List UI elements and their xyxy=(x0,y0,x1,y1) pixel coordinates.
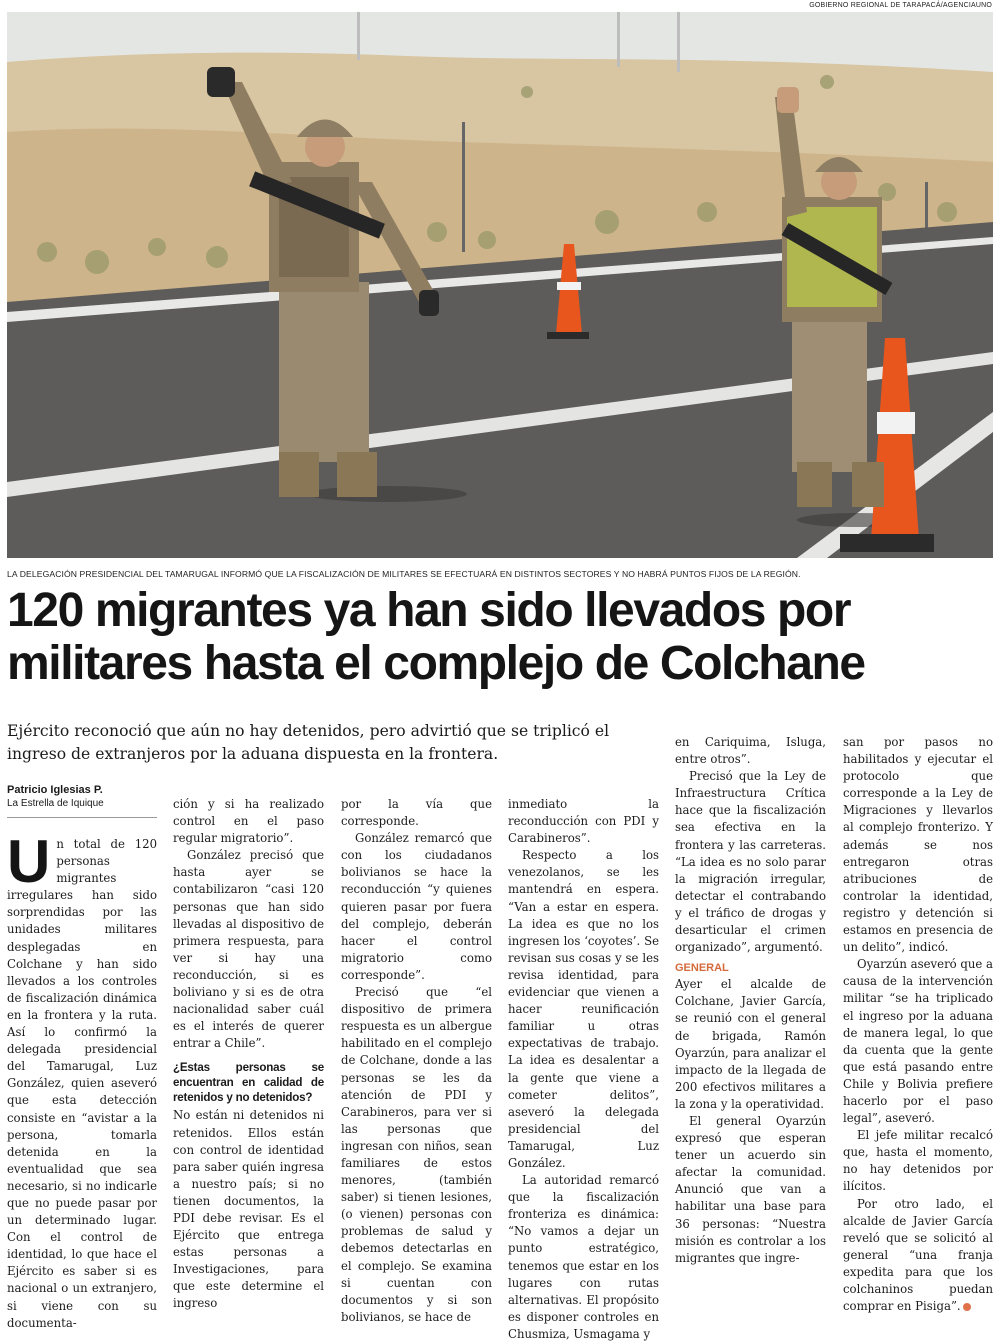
byline-newspaper: La Estrella de Iquique xyxy=(7,798,104,809)
final-paragraph-text: Por otro lado, el alcalde de Javier García reveló que se solicitó al general “una franja expedita para que los colchaninos puedan comprar en Pisiga”. xyxy=(843,1196,993,1314)
deck-subheadline xyxy=(7,720,667,766)
paragraph: Precisó que la Ley de Infraestructura Crítica hace que la fiscalización sea efectiva en la frontera y las carreteras. “La idea es no solo parar la migración irregular, detectar el contrabando y el tráfico de drogas y desarticular el crimen organizado”, argumentó. xyxy=(675,769,826,955)
paragraph: por la vía que corresponde. xyxy=(341,797,492,829)
photo-credit: GOBIERNO REGIONAL DE TARAPACÁ/AGENCIAUNO xyxy=(809,2,992,9)
paragraph: González precisó que hasta ayer se contabilizaron “casi 120 personas que han sido llevadas al dispositivo de primera respuesta, para ver si hay una reconducción, si es boliviano y si es de otra nacionalidad saber cuál es el interés de querer entrar a Chile”. xyxy=(173,848,324,1051)
end-of-article-icon xyxy=(963,1303,971,1311)
headline-line-2: militares hasta el complejo de Colchane xyxy=(7,637,865,690)
paragraph: González remarcó que con los ciudadanos bolivianos se hace la reconducción “y quienes quieren pasar por fuera del complejo, deberán hacer el control migratorio como corresponde”. xyxy=(341,831,492,982)
deck-line-1: Ejército reconoció que aún no hay detenidos, pero advirtió que se triplicó el xyxy=(7,722,610,740)
interview-question: ¿Estas personas se encuentran en calidad de retenidos y no detenidos? xyxy=(173,1061,324,1105)
article-column-1 xyxy=(7,828,157,1332)
paragraph: n total de 120 personas migrantes irregulares han sido sorprendidas por las unidades militares desplegadas en Colchane y han sido llevados a los controles de fiscalización dinámica en la frontera y la ruta. Así lo confirmó la delegada presidencial del Tamarugal, Luz González, quien aseveró que esta detección consiste en “avistar a la persona, tomarla detenida en la eventualidad que sea necesario, si no indicarle que no puede pasar por un determinado lugar. Con el control de identidad, lo que hace el Ejército es saber si es nacional o un extranjero, si viene con su documenta- xyxy=(7,837,157,1330)
article-column-3 xyxy=(341,796,492,1326)
article-column-4 xyxy=(508,796,659,1343)
paragraph: san por pasos no habilitados y ejecutar el protocolo que corresponde a la Ley de Migraciones y llevarlos al complejo fronterizo. Y además se nos entregaron otras atribuciones de controlar la identidad, registro y detención si estamos en presencia de un delito”, indicó. xyxy=(843,735,993,955)
article-column-6 xyxy=(843,734,993,1315)
paragraph: La autoridad remarcó que la fiscalización fronteriza es dinámica: “No vamos a dejar un punto estratégico, tenemos que estar en los lugares con rutas alternativas. El propósito es disponer controles en Chusmiza, Usmagama y xyxy=(508,1173,659,1341)
paragraph: Oyarzún aseveró que a causa de la intervención militar “se ha triplicado el ingreso por la aduana de manera legal, lo que da cuenta que la gente que está pasando entre Chile y Bolivia prefiere hacerlo por el paso legal”, aseveró. xyxy=(843,957,994,1126)
photo-caption: LA DELEGACIÓN PRESIDENCIAL DEL TAMARUGAL INFORMÓ QUE LA FISCALIZACIÓN DE MILITARES SE EFECTUARÁ EN DISTINTOS SECTORES Y NO HABRÁ PUNTOS FIJOS DE LA REGIÓN. xyxy=(7,569,801,579)
article-column-5 xyxy=(675,734,826,1267)
byline xyxy=(7,784,157,810)
news-photo xyxy=(7,12,993,558)
deck-line-2: ingreso de extranjeros por la aduana dispuesta en la frontera. xyxy=(7,745,499,763)
paragraph: ción y si ha realizado control en el paso regular migratorio”. xyxy=(173,797,324,846)
paragraph: Respecto a los venezolanos, se les mantendrá en espera. “Van a estar en espera. La idea es que no los ingresen los ‘coyotes’. Se revisan sus cosas y se les revisa identidad, para evidenciar que vienen a hacer reunificación familiar u otras expectativas de trabajo. La idea es desalentar a la gente que viene a cometer delitos”, aseveró la delegada presidencial del Tamarugal, Luz González. xyxy=(508,848,659,1170)
paragraph xyxy=(843,1196,993,1316)
paragraph: en Cariquima, Isluga, entre otros”. xyxy=(675,735,826,767)
byline-divider xyxy=(7,817,157,818)
drop-cap: U xyxy=(7,828,51,895)
paragraph: El jefe militar recalcó que, hasta el momento, no hay detenidos por ilícitos. xyxy=(843,1128,993,1194)
headline-line-1: 120 migrantes ya han sido llevados por xyxy=(7,584,851,637)
paragraph: inmediato la reconducción con PDI y Carabineros”. xyxy=(508,797,659,846)
byline-author: Patricio Iglesias P. xyxy=(7,784,103,796)
paragraph: Precisó que “el dispositivo de primera respuesta es un albergue habilitado en el complejo de Colchane, donde a las personas se les da atención de PDI y Carabineros, para ver si las personas que ingresan con niños, sean familiares de estos menores, (también saber) si tienen lesiones, (o vienen) personas con problemas de salud y debemos detectarlas en el complejo. Se examina si cuentan con documentos y si son bolivianos, se hace de xyxy=(341,985,492,1324)
section-heading: GENERAL xyxy=(675,962,729,975)
article-column-2 xyxy=(173,796,324,1313)
headline xyxy=(7,584,997,690)
paragraph: Ayer el alcalde de Colchane, Javier García, se reunió con el general de brigada, Ramón Oyarzún, para analizar el impacto de la llegada de 200 efectivos militares a la zona y la operatividad. xyxy=(675,977,826,1111)
paragraph: El general Oyarzún expresó que esperan tener un acuerdo sin afectar la comunidad. Anunció que van a habilitar una base para 36 personas: “Nuestra misión es controlar a los migrantes que ingre- xyxy=(675,1113,826,1265)
paragraph: No están ni detenidos ni retenidos. Ellos están con control de identidad para saber quién ingresa a nuestro país; si no tienen documentos, la PDI debe revisar. Es el Ejército que entrega estas personas a Investigaciones, para que este determine el ingreso xyxy=(173,1108,324,1311)
